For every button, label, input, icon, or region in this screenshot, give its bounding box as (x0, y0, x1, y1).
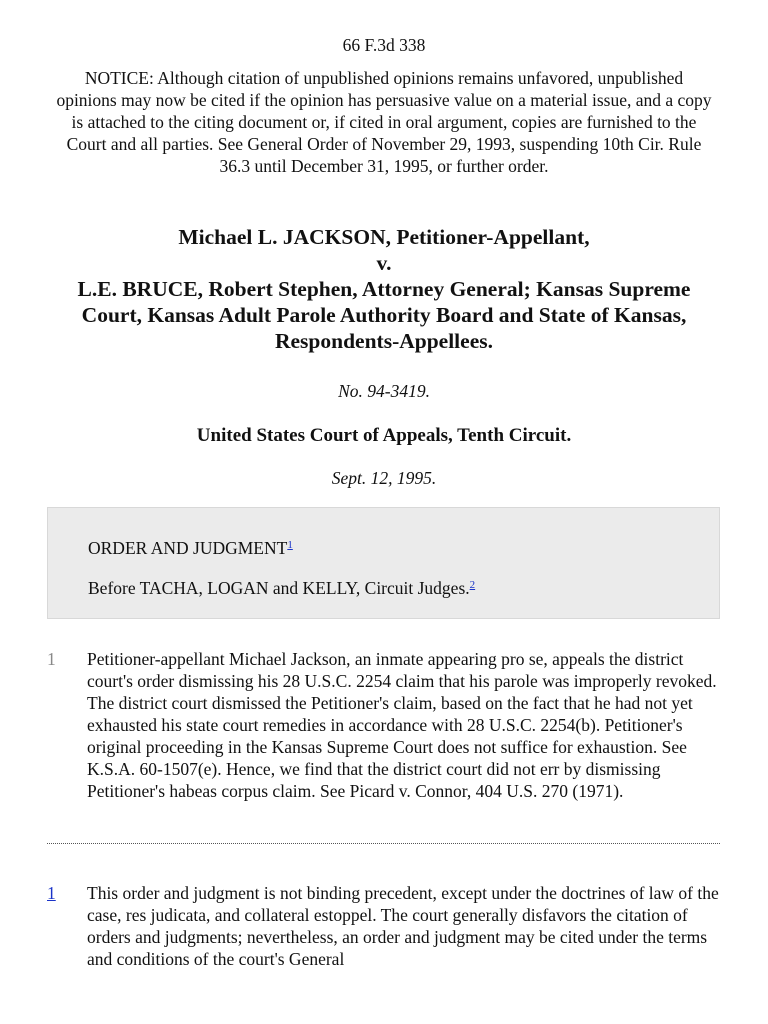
footnote-link-2[interactable]: 2 (469, 579, 476, 591)
paragraph-text: Petitioner-appellant Michael Jackson, an inmate appearing pro se, appeals the district court's order dismissing his 28 U.S.C. 2254 claim that his parole was improperly revoked. The district court dismissed the Petitioner's claim, based on the fact that he had not yet exhausted his state court remedies in accordance with 28 U.S.C. 2254(b). Petitioner's original proceeding in the Kansas Supreme Court does not suffice for exhaustion. See K.S.A. 60-1507(e). Hence, we find that the district court did not err by dismissing Petitioner's habeas corpus claim. See Picard v. Connor, 404 U.S. 270 (1971). (87, 649, 717, 801)
footnote-divider (47, 843, 720, 844)
docket-number: No. 94-3419. (338, 381, 430, 401)
footnote-1-number[interactable]: 1 (47, 883, 56, 903)
paragraph-number: 1 (47, 649, 56, 669)
footnote-ref-2 (470, 579, 476, 591)
citation: 66 F.3d 338 (342, 35, 426, 55)
footnote-ref-1 (287, 539, 293, 551)
versus: v. (376, 251, 392, 275)
case-caption (60, 224, 708, 354)
order-title (88, 537, 293, 559)
decision-date: Sept. 12, 1995. (331, 468, 437, 488)
petitioner: Michael L. JACKSON, Petitioner-Appellant, (178, 225, 590, 249)
notice-text: NOTICE: Although citation of unpublished opinions remains unfavored, unpublished opinions may now be cited if the opinion has persuasive value on a material issue, and a copy is attached to the citing document or, if cited in oral argument, copies are furnished to the Court and all parties. See General Order of November 29, 1993, suspending 10th Cir. Rule 36.3 until December 31, 1995, or further order. (56, 68, 712, 176)
footnote-link-1[interactable]: 1 (287, 539, 293, 551)
judges-text: Before TACHA, LOGAN and KELLY, Circuit Judges. (88, 578, 470, 598)
judges-line (88, 577, 475, 599)
court-name: United States Court of Appeals, Tenth Circuit. (196, 425, 572, 446)
respondents: L.E. BRUCE, Robert Stephen, Attorney General; Kansas Supreme Court, Kansas Adult Parole Authority Board and State of Kansas, Respondents-Appellees. (77, 277, 691, 353)
order-box (47, 507, 720, 619)
order-title-text: ORDER AND JUDGMENT (88, 538, 288, 558)
footnote-1-text: This order and judgment is not binding precedent, except under the doctrines of law of the case, res judicata, and collateral estoppel. The court generally disfavors the citation of orders and judgments; nevertheless, an order and judgment may be cited under the terms and conditions of the court's General (87, 883, 719, 969)
